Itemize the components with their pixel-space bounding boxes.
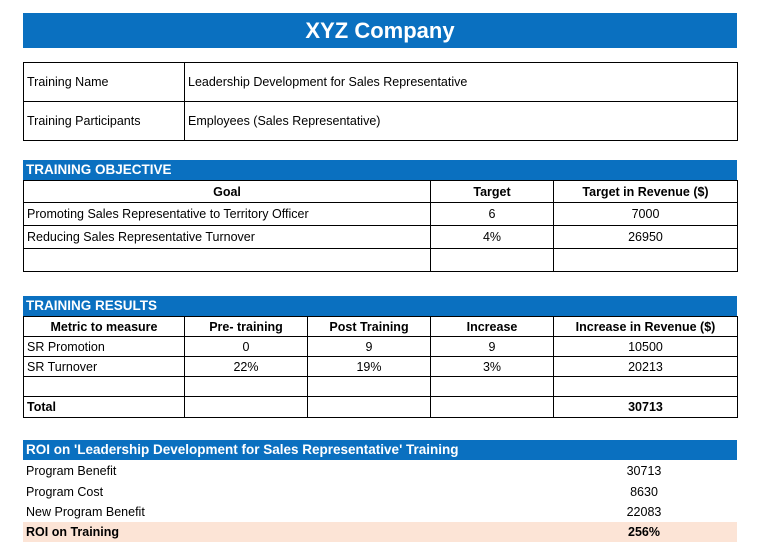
empty-cell — [554, 249, 738, 272]
training-participants-label: Training Participants — [24, 102, 185, 141]
increase-cell: 9 — [431, 337, 554, 357]
increase-revenue-header: Increase in Revenue ($) — [554, 317, 738, 337]
target-revenue-cell: 7000 — [554, 203, 738, 226]
total-value: 30713 — [554, 397, 738, 418]
target-header: Target — [431, 181, 554, 203]
target-revenue-cell: 26950 — [554, 226, 738, 249]
pre-training-header: Pre- training — [185, 317, 308, 337]
roi-value: 22083 — [626, 505, 662, 519]
roi-label: Program Cost — [26, 485, 104, 499]
empty-cell — [308, 377, 431, 397]
table-row — [24, 337, 738, 357]
goal-header: Goal — [24, 181, 431, 203]
empty-cell — [24, 377, 185, 397]
objective-heading: TRAINING OBJECTIVE — [23, 160, 737, 180]
roi-row-final — [23, 522, 737, 542]
goal-cell: Reducing Sales Representative Turnover — [24, 226, 431, 249]
increase-cell: 3% — [431, 357, 554, 377]
target-revenue-header: Target in Revenue ($) — [554, 181, 738, 203]
empty-cell — [431, 377, 554, 397]
results-table — [23, 316, 738, 418]
company-title: XYZ Company — [23, 13, 737, 48]
roi-row-program-cost — [23, 482, 737, 502]
metric-cell: SR Promotion — [24, 337, 185, 357]
pre-cell: 0 — [185, 337, 308, 357]
post-training-header: Post Training — [308, 317, 431, 337]
empty-cell — [554, 377, 738, 397]
table-row — [24, 357, 738, 377]
empty-row — [24, 377, 738, 397]
roi-value: 30713 — [626, 464, 662, 478]
empty-row — [24, 249, 738, 272]
post-cell: 19% — [308, 357, 431, 377]
table-row — [24, 226, 738, 249]
pre-cell: 22% — [185, 357, 308, 377]
training-info-table — [23, 62, 738, 141]
empty-cell — [185, 397, 308, 418]
training-participants-value: Employees (Sales Representative) — [185, 102, 738, 141]
metric-header: Metric to measure — [24, 317, 185, 337]
empty-cell — [185, 377, 308, 397]
roi-row-program-benefit — [23, 461, 737, 481]
goal-cell: Promoting Sales Representative to Territory Officer — [24, 203, 431, 226]
target-cell: 6 — [431, 203, 554, 226]
target-cell: 4% — [431, 226, 554, 249]
roi-value: 8630 — [630, 485, 658, 499]
table-row — [24, 203, 738, 226]
post-cell: 9 — [308, 337, 431, 357]
objective-table — [23, 180, 738, 272]
total-label: Total — [24, 397, 185, 418]
increase-header: Increase — [431, 317, 554, 337]
results-heading: TRAINING RESULTS — [23, 296, 737, 316]
metric-cell: SR Turnover — [24, 357, 185, 377]
training-name-label: Training Name — [24, 63, 185, 102]
roi-final-label: ROI on Training — [26, 525, 120, 539]
increase-revenue-cell: 10500 — [554, 337, 738, 357]
roi-row-new-program-benefit — [23, 502, 737, 522]
empty-cell — [24, 249, 431, 272]
increase-revenue-cell: 20213 — [554, 357, 738, 377]
empty-cell — [431, 249, 554, 272]
roi-label: New Program Benefit — [26, 505, 145, 519]
roi-final-value: 256% — [628, 525, 660, 539]
total-row — [24, 397, 738, 418]
training-name-value: Leadership Development for Sales Representative — [185, 63, 738, 102]
roi-label: Program Benefit — [26, 464, 117, 478]
empty-cell — [431, 397, 554, 418]
empty-cell — [308, 397, 431, 418]
roi-heading: ROI on 'Leadership Development for Sales Representative' Training — [23, 440, 737, 460]
